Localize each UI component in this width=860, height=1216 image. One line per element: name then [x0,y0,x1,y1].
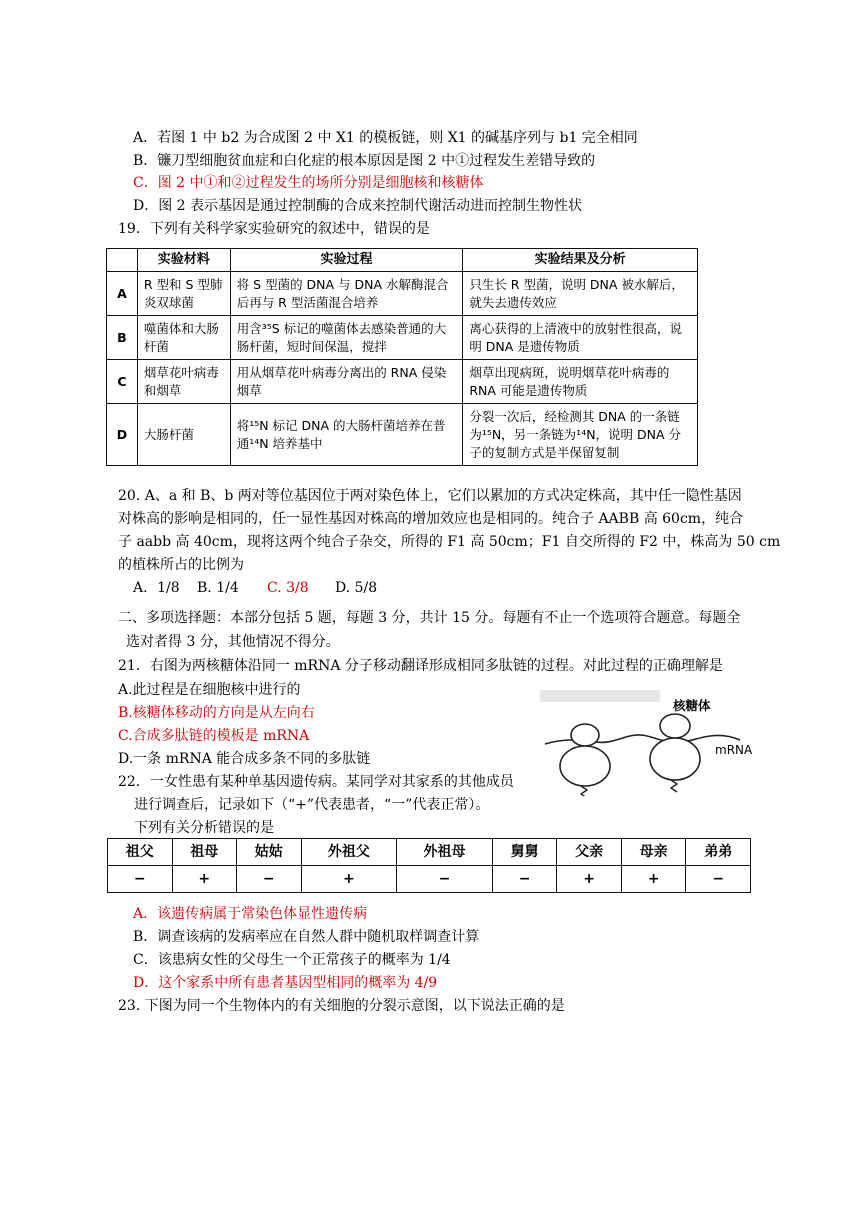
table-row [108,866,751,893]
status-cell: + [301,866,397,893]
result-cell: 分裂一次后，经检测其 DNA 的一条链为¹⁵N，另一条链为¹⁴N，说明 DNA 分子的复制方式是半保留复制 [463,404,698,466]
status-cell: − [492,866,557,893]
table-row [107,404,698,466]
material-cell: R 型和 S 型肺炎双球菌 [137,272,230,316]
table-header-row [108,839,751,866]
q20-option-a: A．1/8 [133,580,180,596]
table-header-cell: 祖父 [108,839,173,866]
table-header-cell [107,249,138,272]
table-header-cell: 实验过程 [230,249,463,272]
row-label: B [107,316,138,360]
ribosome-small-subunit-right [660,714,690,738]
table-header-cell: 舅舅 [492,839,557,866]
row-label: D [107,404,138,466]
table-header-cell: 姑姑 [237,839,302,866]
q20-line-3: 子 aabb 高 40cm，现将这两个纯合子杂交，所得的 F1 高 50cm；F1 自交所得的 F2 中，株高为 50 cm [118,534,781,550]
result-cell: 只生长 R 型菌，说明 DNA 被水解后，就失去遗传效应 [463,272,698,316]
table-row [107,360,698,404]
table-header-cell: 母亲 [621,839,686,866]
q22-option-c: C．该患病女性的父母生一个正常孩子的概率为 1/4 [133,952,451,968]
status-cell: − [237,866,302,893]
q22-pedigree-table [107,838,751,893]
section-2-heading-line-2: 选对者得 3 分，其他情况不得分。 [126,634,340,650]
q20-option-c: C. 3/8 [267,580,309,596]
material-cell: 大肠杆菌 [137,404,230,466]
q22-line-3: 下列有关分析错误的是 [134,820,274,836]
q22-option-d: D．这个家系中所有患者基因型相同的概率为 4/9 [133,975,438,991]
process-cell: 用从烟草花叶病毒分离出的 RNA 侵染烟草 [230,360,463,404]
q22-line-1: 22．一女性患有某种单基因遗传病。某同学对其家系的其他成员 [118,774,514,790]
status-cell: + [621,866,686,893]
process-cell: 将¹⁵N 标记 DNA 的大肠杆菌培养在普通¹⁴N 培养基中 [230,404,463,466]
q18-option-a: A．若图 1 中 b2 为合成图 2 中 X1 的模板链，则 X1 的碱基序列与 b1 完全相同 [133,130,638,146]
process-cell: 用含³⁵S 标记的噬菌体去感染普通的大肠杆菌，短时间保温，搅拌 [230,316,463,360]
status-cell: + [172,866,237,893]
table-header-cell: 实验结果及分析 [463,249,698,272]
polypeptide-chain-right [671,780,677,792]
q21-option-a: A.此过程是在细胞核中进行的 [118,682,301,698]
q21-option-c: C.合成多肽链的模板是 mRNA [118,728,310,744]
q21-option-b: B.核糖体移动的方向是从左向右 [118,705,315,721]
mrna-label: mRNA [715,743,753,757]
table-header-cell: 外祖父 [301,839,397,866]
material-cell: 噬菌体和大肠杆菌 [137,316,230,360]
q21-stem: 21．右图为两核糖体沿同一 mRNA 分子移动翻译形成相同多肽链的过程。对此过程的正确理解是 [118,658,723,674]
q18-option-d: D．图 2 表示基因是通过控制酶的合成来控制代谢活动进而控制生物性状 [133,198,583,214]
scan-smudge [540,690,660,702]
q22-option-a: A．该遗传病属于常染色体显性遗传病 [133,906,368,922]
status-cell: − [397,866,493,893]
q19-table [106,248,698,466]
ribosome-label: 核糖体 [673,698,711,713]
table-header-cell: 弟弟 [686,839,751,866]
row-label: C [107,360,138,404]
table-header-cell: 外祖母 [397,839,493,866]
q23-stem: 23. 下图为同一个生物体内的有关细胞的分裂示意图，以下说法正确的是 [118,998,565,1014]
q20-option-d: D. 5/8 [335,580,378,596]
status-cell: + [557,866,622,893]
row-label: A [107,272,138,316]
table-header-cell: 祖母 [172,839,237,866]
q20-line-1: 20. A、a 和 B、b 两对等位基因位于两对染色体上，它们以累加的方式决定株高，其中任一隐性基因 [118,488,742,504]
q18-option-c: C．图 2 中①和②过程发生的场所分别是细胞核和核糖体 [133,175,484,191]
material-cell: 烟草花叶病毒和烟草 [137,360,230,404]
result-cell: 离心获得的上清液中的放射性很高，说明 DNA 是遗传物质 [463,316,698,360]
status-cell: − [108,866,173,893]
q18-option-b: B．镰刀型细胞贫血症和白化症的根本原因是图 2 中①过程发生差错导致的 [133,153,596,169]
status-cell: − [686,866,751,893]
table-header-row [107,249,698,272]
q22-line-2: 进行调查后，记录如下（“+”代表患者，“一”代表正常）。 [134,797,490,813]
q20-option-b: B. 1/4 [197,580,239,596]
ribosome-mrna-diagram [535,686,760,796]
q20-line-4: 的植株所占的比例为 [118,557,244,573]
q22-option-b: B．调查该病的发病率应在自然人群中随机取样调查计算 [133,929,480,945]
table-header-cell: 实验材料 [137,249,230,272]
q21-option-d: D.一条 mRNA 能合成多条不同的多肽链 [118,751,371,767]
polypeptide-chain-left [581,786,587,796]
ribosome-large-subunit-left [560,746,610,786]
section-2-heading-line-1: 二、多项选择题：本部分包括 5 题，每题 3 分，共计 15 分。每题有不止一个选项符合题意。每题全 [118,610,741,626]
ribosome-large-subunit-right [650,738,700,780]
q20-options [133,578,377,598]
table-row [107,272,698,316]
q19-stem: 19．下列有关科学家实验研究的叙述中，错误的是 [118,221,430,237]
table-header-cell: 父亲 [557,839,622,866]
ribosome-small-subunit-left [571,724,599,746]
result-cell: 烟草出现病斑，说明烟草花叶病毒的 RNA 可能是遗传物质 [463,360,698,404]
table-row [107,316,698,360]
process-cell: 将 S 型菌的 DNA 与 DNA 水解酶混合后再与 R 型活菌混合培养 [230,272,463,316]
q20-line-2: 对株高的影响是相同的，任一显性基因对株高的增加效应也是相同的。纯合子 AABB 高 60cm，纯合 [118,511,744,527]
